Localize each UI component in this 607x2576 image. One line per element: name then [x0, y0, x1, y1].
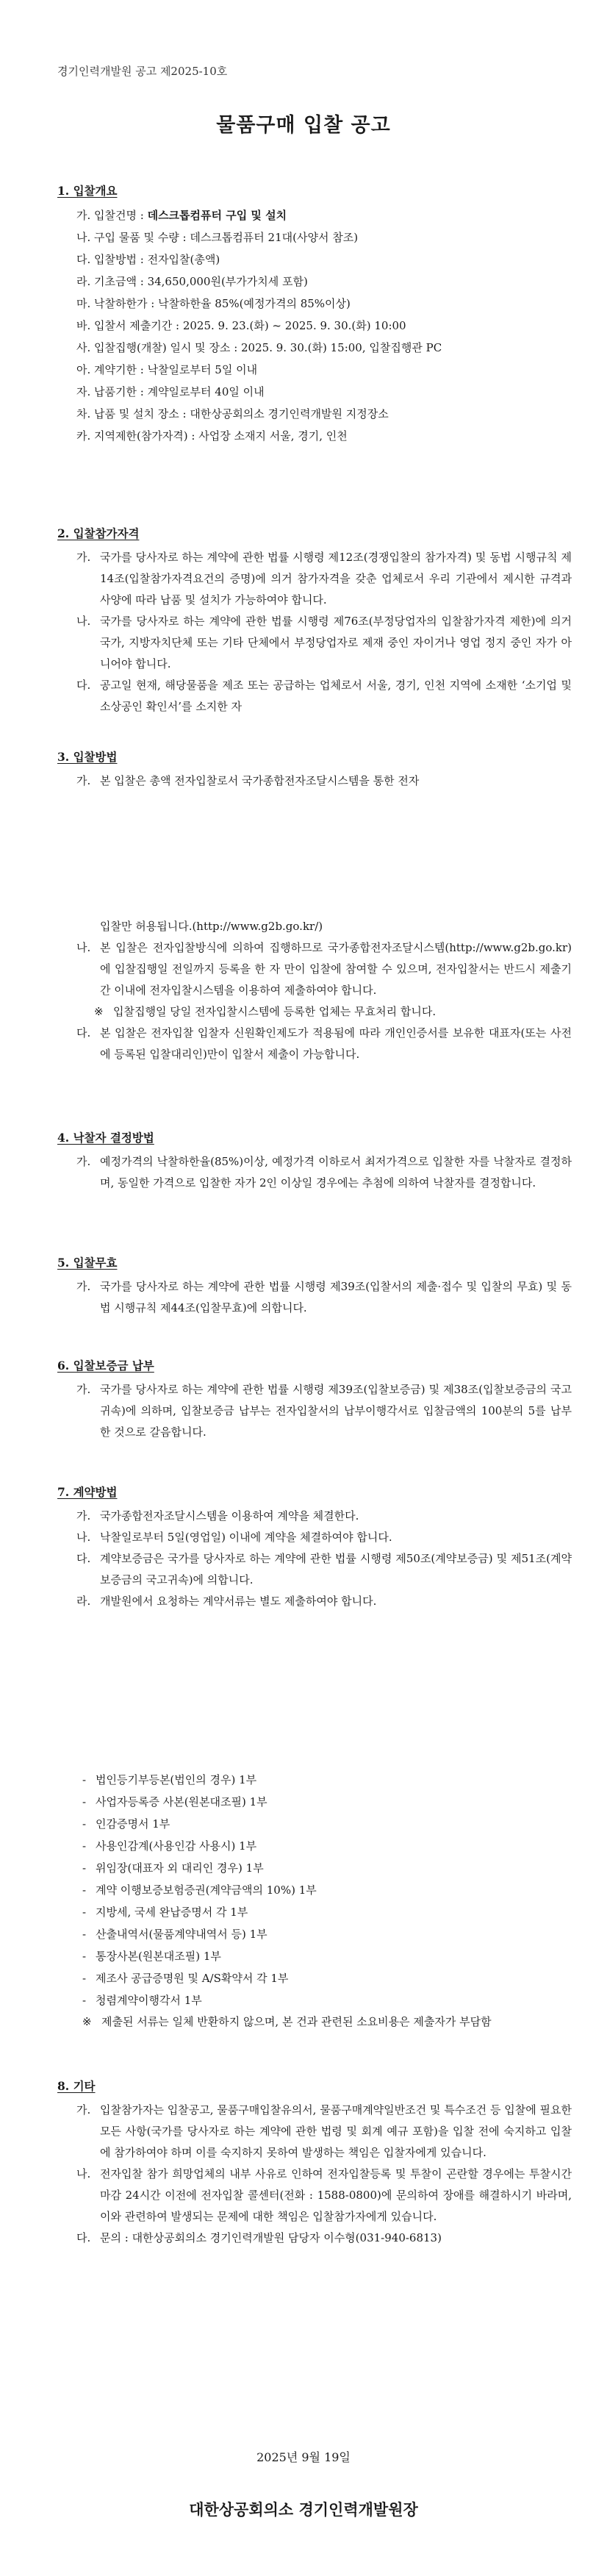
document-item: - 사업자등록증 사본(원본대조필) 1부: [82, 1795, 267, 1808]
document-item: - 산출내역서(물품계약내역서 등) 1부: [82, 1928, 267, 1941]
overview-item-submission-period: 바. 입찰서 제출기간 : 2025. 9. 23.(화) ~ 2025. 9. 30.(화) 10:00: [76, 319, 406, 332]
overview-item-contract-deadline: 아. 계약기한 : 낙찰일로부터 5일 이내: [76, 363, 258, 376]
section-title: 7. 계약방법: [57, 1485, 118, 1499]
contract-item: 라. 개발원에서 요청하는 계약서류는 별도 제출하여야 합니다.: [76, 1595, 377, 1608]
section-deposit: [57, 1357, 572, 1443]
section-award: [57, 1129, 572, 1194]
section-title: 6. 입찰보증금 납부: [57, 1359, 154, 1373]
overview-item-base-price: 라. 기초금액 : 34,650,000원(부가가치세 포함): [76, 275, 308, 288]
bid-method-item: 다. 본 입찰은 전자입찰 입찰자 신원확인제도가 적용됨에 따라 개인인증서를 보유한 대표자(또는 사전에 등록된 입찰대리인)만이 입찰서 제출이 가능합니다.: [76, 1026, 572, 1061]
document-item: - 제조사 공급증명원 및 A/S확약서 각 1부: [82, 1972, 289, 1985]
issuer-name: 대한상공회의소 경기인력개발원장: [189, 2501, 418, 2519]
bid-method-item: 나. 본 입찰은 전자입찰방식에 의하여 집행하므로 국가종합전자조달시스템(http://www.g2b.go.kr)에 입찰집행일 전일까지 등록을 한 자 만이 입찰에 참여할 수 있으며, 전자입찰서는 반드시 제출기간 이내에 전자입찰시스템을 이용하여 제출하여야 합니다.: [76, 941, 572, 997]
document-item: - 통장사본(원본대조필) 1부: [82, 1950, 221, 1963]
invalid-item: 가. 국가를 당사자로 하는 계약에 관한 법률 시행령 제39조(입찰서의 제출·접수 및 입찰의 무효) 및 동법 시행규칙 제44조(입찰무효)에 의합니다.: [76, 1280, 572, 1314]
required-documents-list: [82, 1769, 567, 2033]
section-title: 4. 낙찰자 결정방법: [57, 1131, 154, 1145]
overview-item-delivery-deadline: 자. 납품기한 : 계약일로부터 40일 이내: [76, 385, 265, 398]
section-bid-method: [57, 748, 572, 792]
section-invalid: [57, 1254, 572, 1319]
overview-item-opening: 사. 입찰집행(개찰) 일시 및 장소 : 2025. 9. 30.(화) 15:00, 입찰집행관 PC: [76, 341, 442, 354]
section-eligibility: [57, 525, 572, 718]
eligibility-item: 가. 국가를 당사자로 하는 계약에 관한 법률 시행령 제12조(경쟁입찰의 참가자격) 및 동법 시행규칙 제14조(입찰참가자격요건의 증명)에 의거 참가자격을 갖춘 업체로서 우리 기관에서 제시한 규격과 사양에 따라 납품 및 설치가 가능하여야 합니다.: [76, 551, 572, 607]
award-item: 가. 예정가격의 낙찰하한율(85%)이상, 예정가격 이하로서 최저가격으로 입찰한 자를 낙찰자로 결정하며, 동일한 가격으로 입찰한 자가 2인 이상일 경우에는 추첨에 의하여 낙찰자를 결정합니다.: [76, 1155, 572, 1189]
section-contract: [57, 1484, 572, 1612]
overview-item-name: 가. 입찰건명 : 데스크톱컴퓨터 구입 및 설치: [76, 209, 287, 222]
other-item: 가. 입찰참가자는 입찰공고, 물품구매입찰유의서, 물품구매계약일반조건 및 특수조건 등 입찰에 필요한 모든 사항(국가를 당사자로 하는 계약에 관한 법령 및 회계 예규 포함)을 입찰 전에 숙지하고 입찰에 참가하여야 하며 이를 숙지하지 못하여 발생하는 책임은 입찰자에게 있습니다.: [76, 2103, 572, 2159]
section-bid-method-cont: [57, 916, 572, 1065]
section-title: 1. 입찰개요: [57, 184, 118, 198]
section-other: [57, 2078, 572, 2249]
notice-date: 2025년 9월 19일: [256, 2450, 351, 2464]
section-title: 5. 입찰무효: [57, 1256, 118, 1270]
overview-item-region: 카. 지역제한(참가자격) : 사업장 소재지 서울, 경기, 인천: [76, 429, 348, 443]
notice-number: 경기인력개발원 공고 제2025-10호: [57, 65, 228, 78]
section-overview: [57, 182, 572, 447]
document-item: - 인감증명서 1부: [82, 1817, 170, 1831]
documents-note: ※ 제출된 서류는 일체 반환하지 않으며, 본 건과 관련된 소요비용은 제출자가 부담함: [82, 2015, 492, 2028]
section-title: 8. 기타: [57, 2079, 96, 2093]
contract-item: 다. 계약보증금은 국가를 당사자로 하는 계약에 관한 법률 시행령 제50조(계약보증금) 및 제51조(계약보증금의 국고귀속)에 의합니다.: [76, 1552, 572, 1586]
page-title: 물품구매 입찰 공고: [216, 114, 391, 137]
section-title: 2. 입찰참가자격: [57, 526, 140, 540]
document-item: - 사용인감계(사용인감 사용시) 1부: [82, 1839, 257, 1853]
bid-method-note: ※ 입찰집행일 당일 전자입찰시스템에 등록한 업체는 무효처리 합니다.: [94, 1005, 437, 1018]
contract-item: 가. 국가종합전자조달시스템을 이용하여 계약을 체결한다.: [76, 1509, 359, 1523]
overview-item-method: 다. 입찰방법 : 전자입찰(총액): [76, 253, 220, 266]
overview-item-lower-limit: 마. 낙찰하한가 : 낙찰하한율 85%(예정가격의 85%이상): [76, 297, 351, 310]
section-title: 3. 입찰방법: [57, 750, 118, 764]
bid-method-item: 가. 본 입찰은 총액 전자입찰로서 국가종합전자조달시스템을 통한 전자: [76, 774, 420, 787]
contract-item: 나. 낙찰일로부터 5일(영업일) 이내에 계약을 체결하여야 합니다.: [76, 1531, 392, 1544]
document-item: - 청렴계약이행각서 1부: [82, 1994, 202, 2007]
other-item: 다. 문의 : 대한상공회의소 경기인력개발원 담당자 이수형(031-940-6813): [76, 2231, 442, 2244]
overview-item-quantity: 나. 구입 물품 및 수량 : 데스크톱컴퓨터 21대(사양서 참조): [76, 231, 359, 244]
other-item: 나. 전자입찰 참가 희망업체의 내부 사유로 인하여 전자입찰등록 및 투찰이 곤란할 경우에는 투찰시간마감 24시간 이전에 전자입찰 콜센터(전화 : 1588-0800)에 문의하여 장애를 해결하시기 바라며, 이와 관련하여 발생되는 문제에 대한 책임은 입찰참가자에게 있습니다.: [76, 2167, 572, 2223]
document-item: - 계약 이행보증보험증권(계약금액의 10%) 1부: [82, 1883, 317, 1897]
document-item: - 지방세, 국세 완납증명서 각 1부: [82, 1906, 248, 1919]
deposit-item: 가. 국가를 당사자로 하는 계약에 관한 법률 시행령 제39조(입찰보증금) 및 제38조(입찰보증금의 국고귀속)에 의하며, 입찰보증금 납부는 전자입찰서의 납부이행각서로 입찰금액의 100분의 5를 납부한 것으로 갈음합니다.: [76, 1383, 572, 1439]
bid-method-item-cont: 입찰만 허용됩니다.(http://www.g2b.go.kr/): [100, 920, 323, 933]
document-item: - 위임장(대표자 외 대리인 경우) 1부: [82, 1861, 264, 1875]
overview-item-delivery-place: 차. 납품 및 설치 장소 : 대한상공회의소 경기인력개발원 지정장소: [76, 407, 389, 421]
eligibility-item: 나. 국가를 당사자로 하는 계약에 관한 법률 시행령 제76조(부정당업자의 입찰참가자격 제한)에 의거 국가, 지방자치단체 또는 기타 단체에서 부정당업자로 제재 중인 자이거나 영업 정지 중인 자가 아니어야 합니다.: [76, 615, 572, 670]
document-item: - 법인등기부등본(법인의 경우) 1부: [82, 1773, 257, 1786]
eligibility-item: 다. 공고일 현재, 해당물품을 제조 또는 공급하는 업체로서 서울, 경기, 인천 지역에 소재한 ‘소기업 및 소상공인 확인서’를 소지한 자: [76, 679, 572, 713]
